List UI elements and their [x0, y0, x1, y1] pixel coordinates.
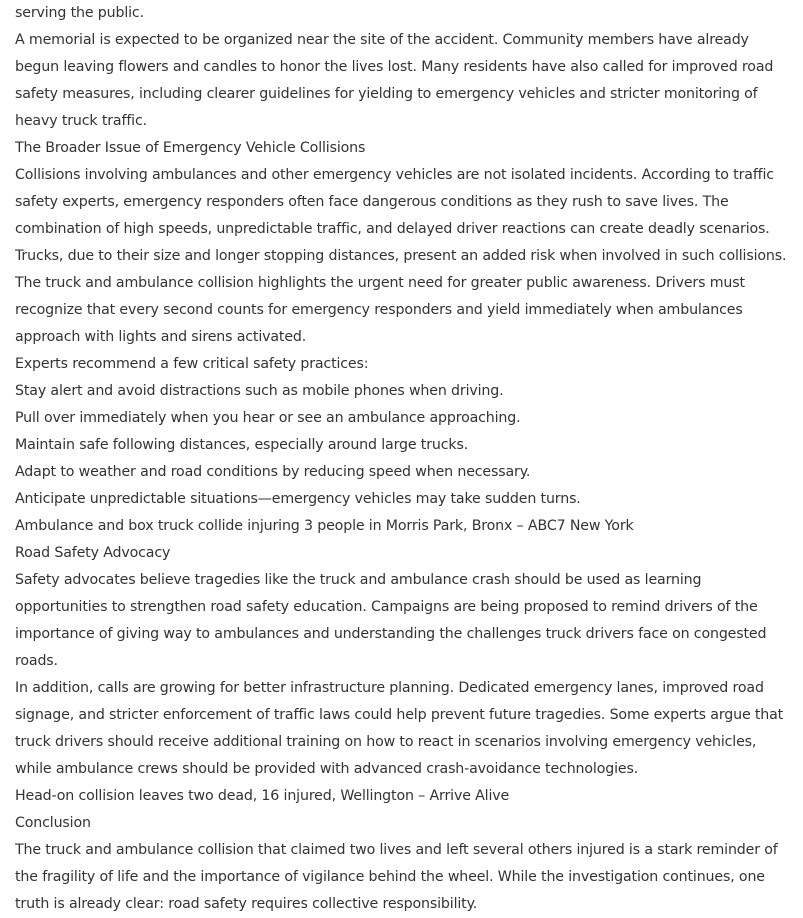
- related-article-morris-park: Ambulance and box truck collide injuring 3 people in Morris Park, Bronx – ABC7 New York: [15, 518, 634, 534]
- related-article-wellington: Head-on collision leaves two dead, 16 injured, Wellington – Arrive Alive: [15, 788, 510, 804]
- broader-issue-paragraph-1: Collisions involving ambulances and other emergency vehicles are not isolated incidents. According to traffic safety experts, emergency responders often face dangerous conditions as they rush to save lives. The combination of high speeds, unpredictable traffic, and delayed driver reactions can create deadly scenarios.: [15, 167, 774, 237]
- list-item: Adapt to weather and road conditions by reducing speed when necessary.: [15, 464, 531, 480]
- advocacy-paragraph-1: Safety advocates believe tragedies like the truck and ambulance crash should be used as learning opportunities to strengthen road safety education. Campaigns are being proposed to remind drivers of the importance of giving way to ambulances and understanding the challenges truck drivers face on congested roads.: [15, 572, 767, 669]
- section-heading-road-safety-advocacy: Road Safety Advocacy: [15, 545, 171, 561]
- advocacy-paragraph-2: In addition, calls are growing for better infrastructure planning. Dedicated emergency lanes, improved road signage, and stricter enforcement of traffic laws could help prevent future tragedies. Some experts argue that truck drivers should receive additional training on how to react in scenarios involving emergency vehicles, while ambulance crews should be provided with advanced crash-avoidance technologies.: [15, 680, 784, 777]
- broader-issue-paragraph-2: Trucks, due to their size and longer stopping distances, present an added risk when involved in such collisions. The truck and ambulance collision highlights the urgent need for greater public awareness. Drivers must recognize that every second counts for emergency responders and yield immediately when ambulances approach with lights and sirens activated.: [15, 248, 787, 345]
- safety-practices-list: [15, 378, 795, 513]
- memorial-paragraph: A memorial is expected to be organized near the site of the accident. Community members have already begun leaving flowers and candles to honor the lives lost. Many residents have also called for improved road safety measures, including clearer guidelines for yielding to emergency vehicles and stricter monitoring of heavy truck traffic.: [15, 32, 774, 129]
- intro-tail-text: serving the public.: [15, 5, 144, 21]
- section-heading-broader-issue: The Broader Issue of Emergency Vehicle Collisions: [15, 140, 366, 156]
- list-item: Anticipate unpredictable situations—emergency vehicles may take sudden turns.: [15, 491, 581, 507]
- section-heading-conclusion: Conclusion: [15, 815, 91, 831]
- article-body: [15, 0, 795, 918]
- list-item: Stay alert and avoid distractions such as mobile phones when driving.: [15, 383, 504, 399]
- conclusion-paragraph: The truck and ambulance collision that claimed two lives and left several others injured is a stark reminder of the fragility of life and the importance of vigilance behind the wheel. While the investigation continues, one truth is already clear: road safety requires collective responsibility.: [15, 842, 778, 912]
- list-item: Pull over immediately when you hear or see an ambulance approaching.: [15, 410, 521, 426]
- practices-intro: Experts recommend a few critical safety practices:: [15, 356, 369, 372]
- list-item: Maintain safe following distances, especially around large trucks.: [15, 437, 469, 453]
